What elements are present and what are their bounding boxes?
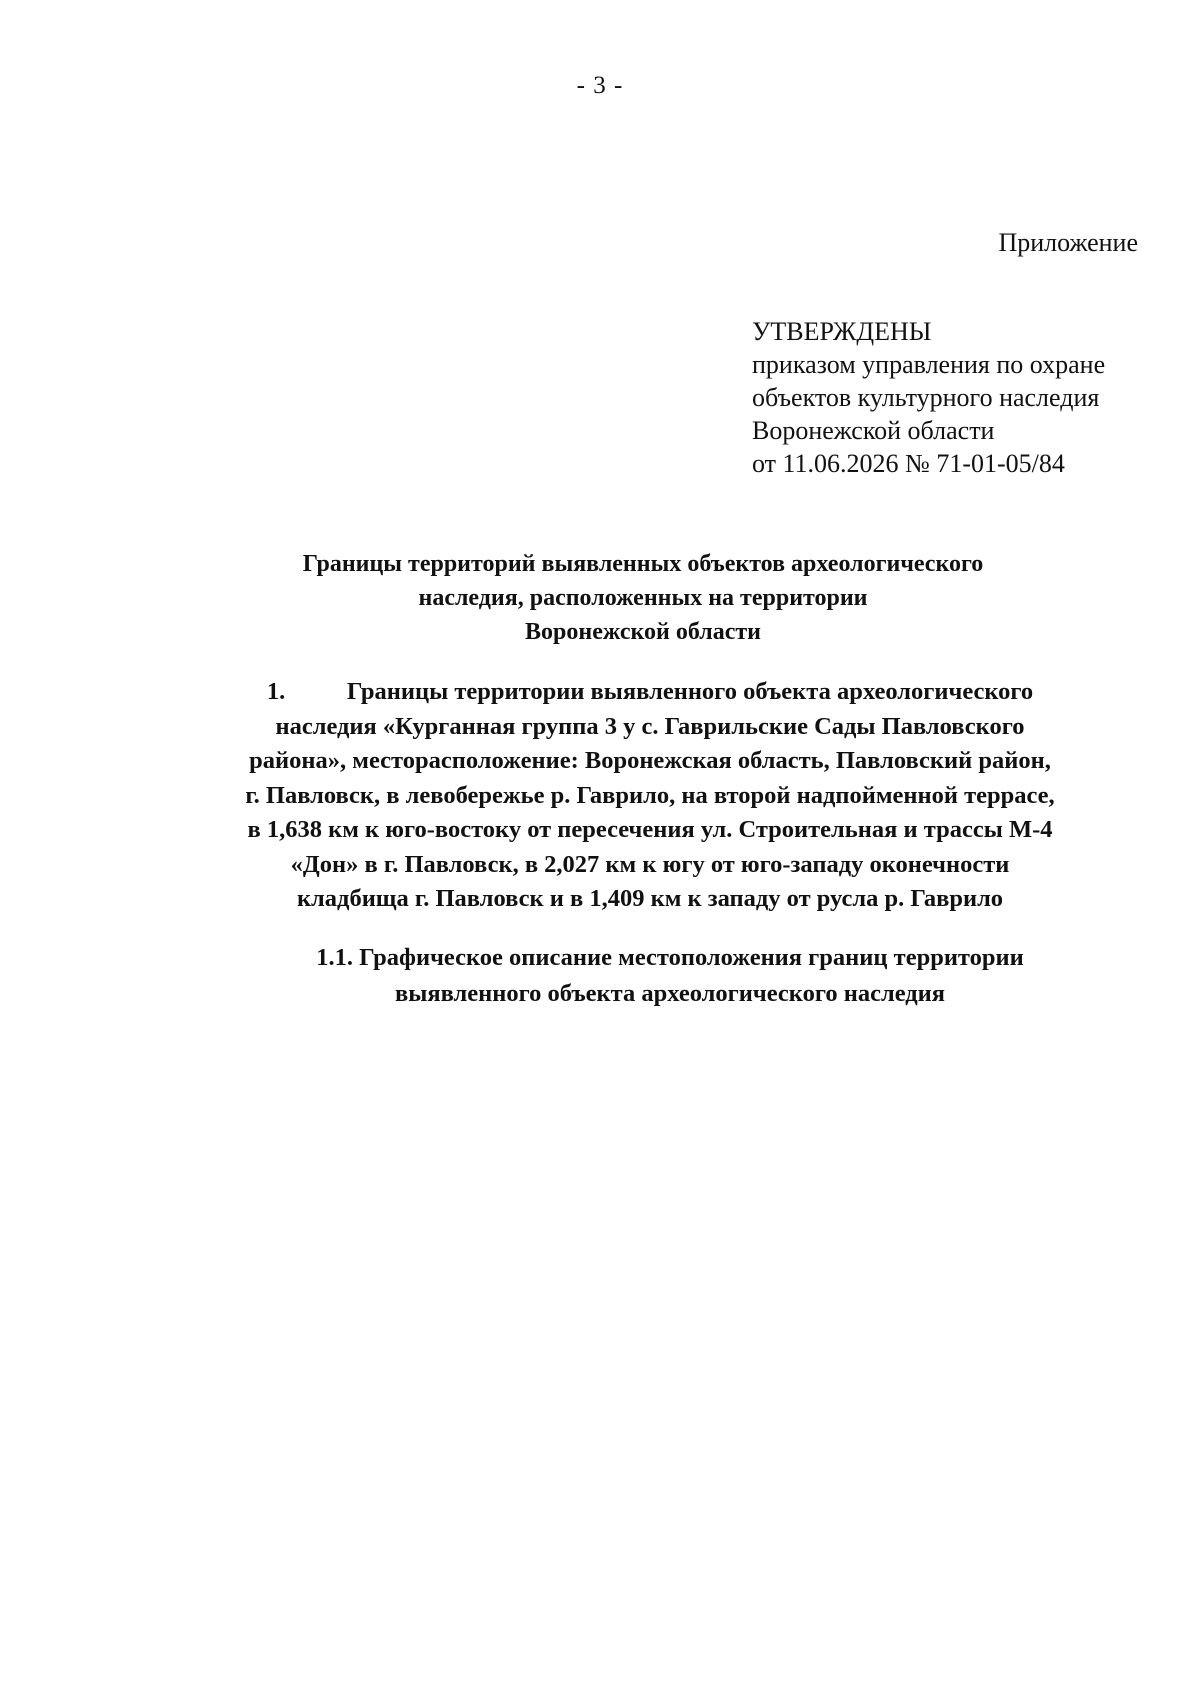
section-heading-line	[160, 675, 1140, 710]
title-line: наследия, расположенных на территории	[418, 585, 868, 611]
section-1-heading	[160, 675, 1140, 917]
section-heading-line: г. Павловск, в левобережье р. Гаврило, на второй надпойменной террасе,	[245, 781, 1055, 809]
section-heading-line: наследия «Курганная группа 3 у с. Гаврильские Сады Павловского	[275, 712, 1025, 740]
section-heading-line: в 1,638 км к юго-востоку от пересечения ул. Строительная и трассы М-4	[247, 816, 1053, 843]
section-1-1-heading	[190, 940, 1150, 1012]
appendix-label: Приложение	[998, 228, 1138, 257]
page-number: - 3 -	[576, 72, 624, 99]
approval-line: Воронежской области	[752, 416, 995, 445]
section-number: 1.	[266, 678, 286, 705]
approval-line: объектов культурного наследия	[752, 383, 1100, 412]
subsection-heading-line: выявленного объекта археологического наследия	[394, 980, 946, 1007]
approval-line: приказом управления по охране	[752, 350, 1106, 379]
approval-date-number: от 11.06.2026 № 71-01-05/84	[752, 449, 1065, 478]
approval-heading: УТВЕРЖДЕНЫ	[752, 317, 932, 346]
subsection-heading-line: 1.1. Графическое описание местоположения границ территории	[316, 944, 1024, 971]
approval-block	[752, 315, 1105, 480]
section-heading-text: Границы территории выявленного объекта археологического	[346, 678, 1034, 705]
section-heading-line: «Дон» в г. Павловск, в 2,027 км к югу от юго-западу оконечности	[290, 850, 1010, 878]
document-title	[200, 547, 1086, 649]
title-line: Границы территорий выявленных объектов археологического	[302, 551, 984, 577]
title-line: Воронежской области	[525, 619, 761, 645]
section-heading-line: района», месторасположение: Воронежская область, Павловский район,	[249, 747, 1051, 774]
section-heading-line: кладбища г. Павловск и в 1,409 км к западу от русла р. Гаврило	[296, 885, 1004, 912]
